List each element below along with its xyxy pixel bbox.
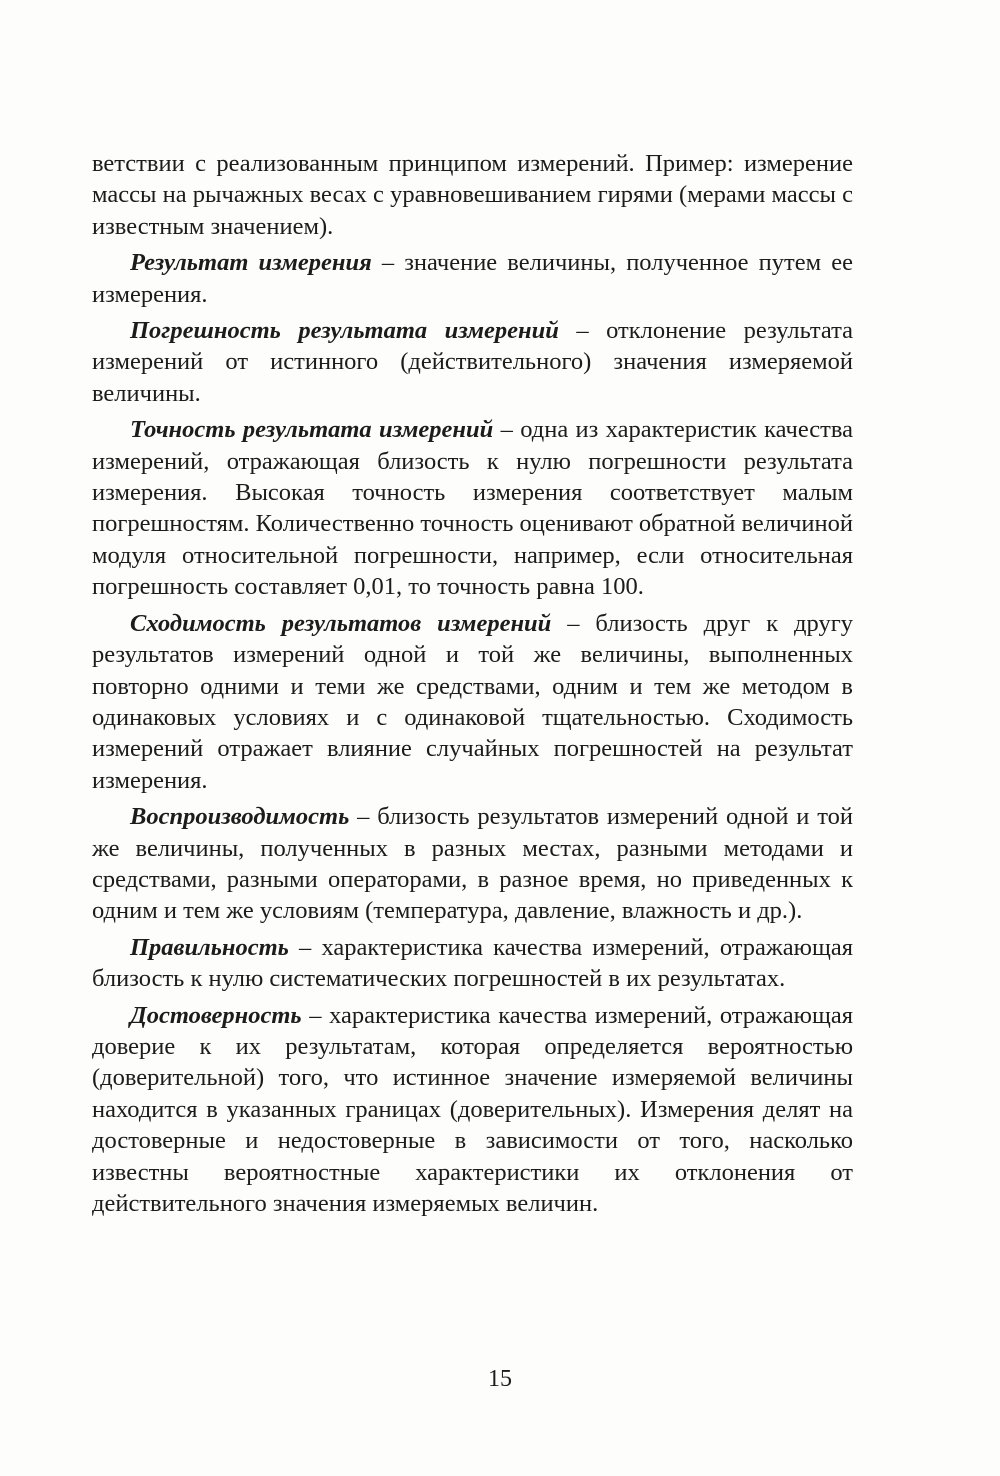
paragraph-text: – отклонение результата измерений от истинного (действительного) значения измеряемой величины. [92,317,853,407]
paragraph-reproducibility [92,801,853,927]
paragraph-continuation [92,148,853,242]
paragraph-convergence [92,608,853,796]
term-heading: Результат измерения [130,249,372,277]
term-heading: Точность результата измерений [130,416,494,444]
paragraph-reliability [92,1000,853,1220]
paragraph-text: – значение величины, полученное путем ее измерения. [92,249,853,308]
term-heading: Воспроизводимость [130,803,350,831]
paragraph-text: – характеристика качества измерений, отражающая близость к нулю систематических погрешностей в их результатах. [92,933,853,993]
paragraph-correctness [92,932,853,995]
paragraph-text: – близость друг к другу результатов измерений одной и той же величины, выполненных повторно одними и теми же средствами, одним и тем же методом в одинаковых условиях и с одинаковой тщательностью. Сходимость измерений отражает влияние случайных погрешностей на результат измерения. [92,609,853,794]
paragraph-text: – близость результатов измерений одной и той же величины, полученных в разных местах, разными методами и средствами, разными операторами, в разное время, но приведенных к одним и тем же условиям (температура, давление, влажность и др.). [92,803,853,925]
body-text [92,148,853,1224]
paragraph-text: – характеристика качества измерений, отражающая доверие к их результатам, которая определяется вероятностью (доверительной) того, что истинное значение измеряемой величины находится в указанных границах (доверительных). Измерения делят на достоверные и недостоверные в зависимости от того, насколько известны вероятностные характеристики их отклонения от действительного значения измеряемых величин. [92,1001,853,1217]
term-heading: Сходимость результатов измерений [130,609,552,637]
paragraph-measurement-accuracy [92,414,853,602]
paragraph-measurement-result [92,247,853,310]
paragraph-text: – одна из характеристик качества измерений, отражающая близость к нулю погрешности результата измерения. Высокая точность измерения соответствует малым погрешностям. Количественно точность оценивают обратной величиной модуля относительной погрешности, например, если относительная погрешность составляет 0,01, то точность равна 100. [92,416,854,601]
paragraph-text: ветствии с реализованным принципом измерений. Пример: измерение массы на рычажных весах с уравновешиванием гирями (мерами массы с известным значением). [92,150,853,240]
paragraph-measurement-error [92,315,853,409]
term-heading: Погрешность результата измерений [130,317,559,345]
page-number: 15 [488,1366,512,1392]
term-heading: Достоверность [130,1001,302,1029]
term-heading: Правильность [130,933,289,961]
